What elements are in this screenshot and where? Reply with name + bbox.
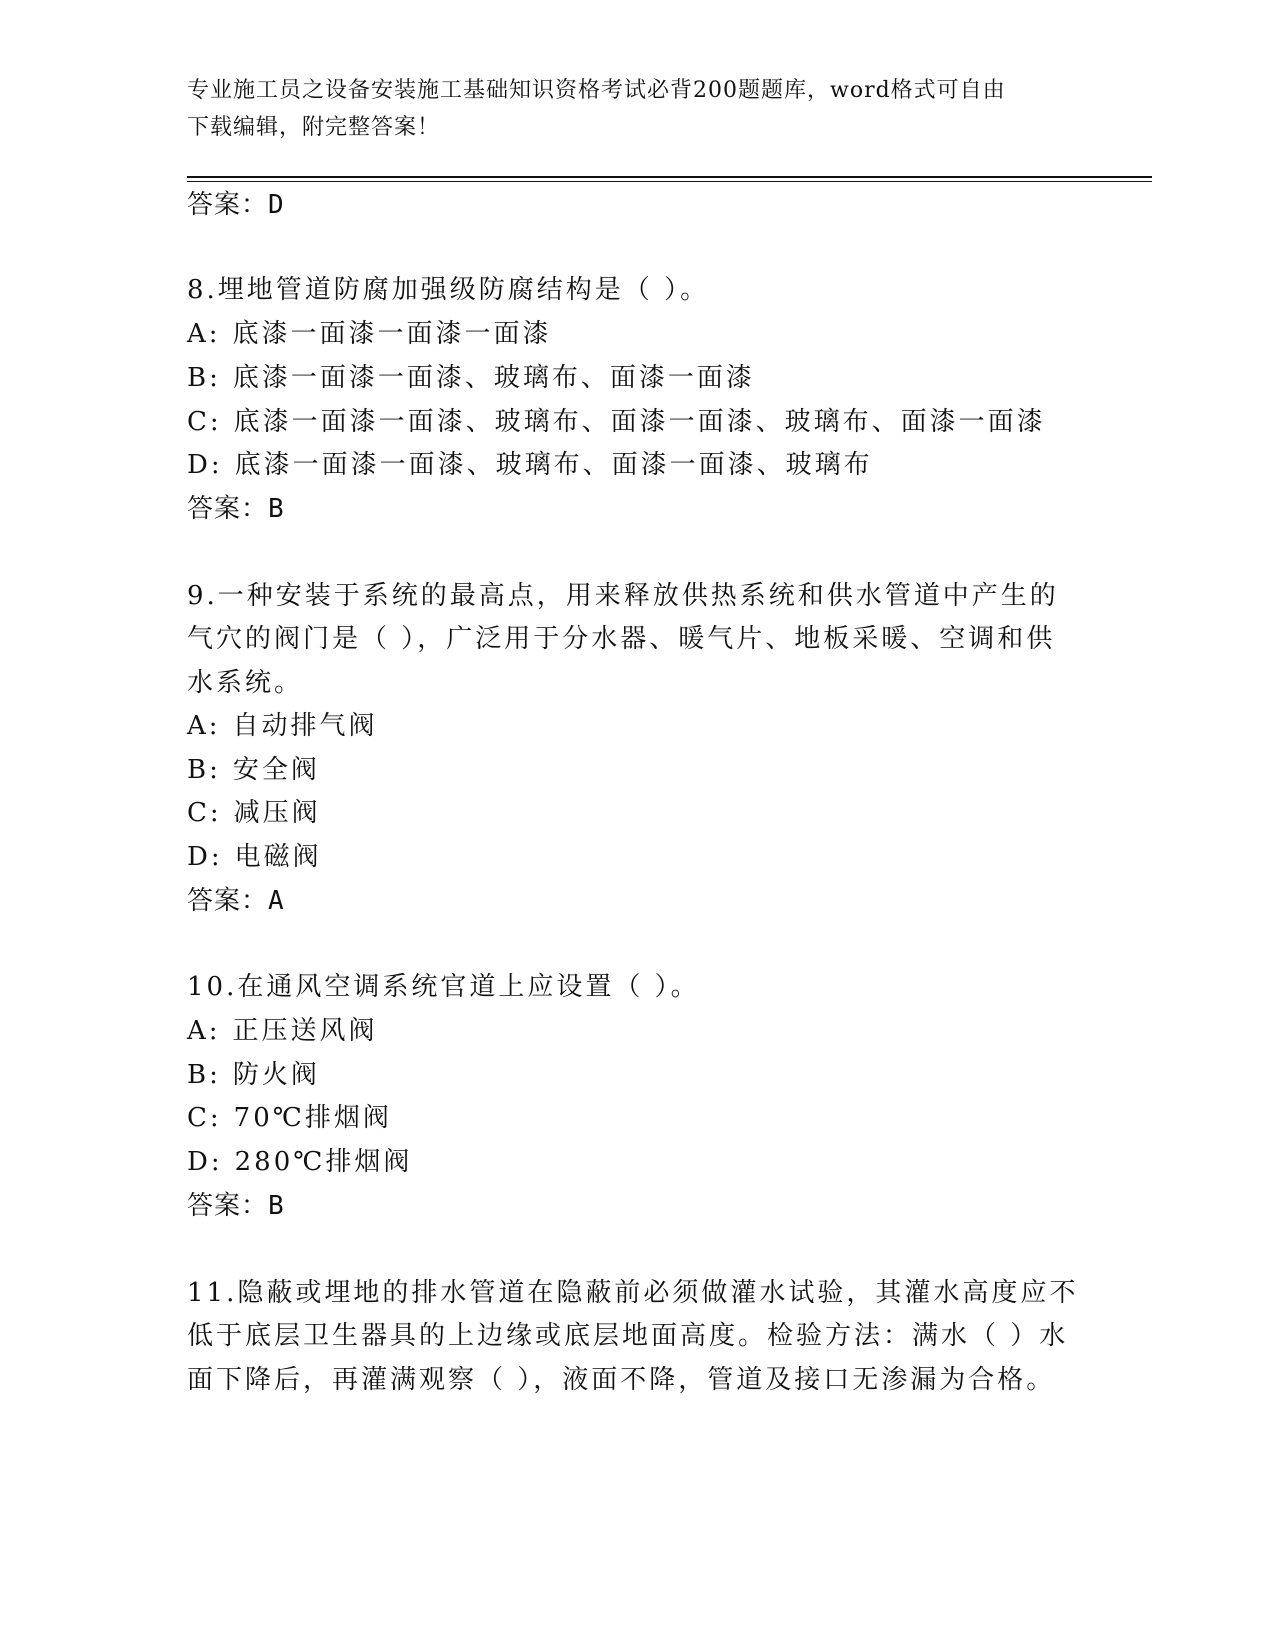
option-text: 70℃排烟阀 <box>233 1103 392 1133</box>
answer-label: 答案： <box>187 886 269 916</box>
option-text: 底漆一面漆一面漆、玻璃布、面漆一面漆、玻璃布 <box>234 450 873 480</box>
q10-option-c <box>187 1102 392 1134</box>
option-text: 安全阀 <box>232 755 320 785</box>
option-text: 防火阀 <box>232 1060 320 1090</box>
option-text: 280℃排烟阀 <box>234 1147 413 1177</box>
option-letter: C: <box>187 407 222 437</box>
q10-option-b <box>187 1059 320 1091</box>
option-text: 底漆一面漆一面漆、玻璃布、面漆一面漆 <box>232 363 755 393</box>
q9-question-line-2: 气穴的阀门是（ ），广泛用于分水器、暖气片、地板采暖、空调和供 <box>187 624 1056 654</box>
q10-answer <box>187 1190 285 1222</box>
header-line-1: 专业施工员之设备安装施工基础知识资格考试必背200题题库，word格式可自由 <box>187 78 1006 103</box>
option-letter: A: <box>187 319 221 349</box>
option-text: 减压阀 <box>233 798 321 828</box>
option-text: 底漆一面漆一面漆一面漆 <box>232 319 552 349</box>
answer-value: A <box>268 886 285 916</box>
q8-answer <box>187 493 285 525</box>
q11-question-line-1: 11.隐蔽或埋地的排水管道在隐蔽前必须做灌水试验，其灌水高度应不 <box>187 1278 1079 1308</box>
option-letter: A: <box>187 711 221 741</box>
q10-option-d <box>187 1146 412 1178</box>
q8-option-a <box>187 318 552 350</box>
q10-question: 10.在通风空调系统官道上应设置（ ）。 <box>187 972 700 1002</box>
option-text: 自动排气阀 <box>232 711 378 741</box>
q9-option-d <box>187 841 322 873</box>
answer-label: 答案： <box>187 1191 269 1221</box>
header-line-2: 下载编辑，附完整答案！ <box>187 115 441 140</box>
page-header <box>187 72 1067 146</box>
q10-option-a <box>187 1015 378 1047</box>
answer-value: B <box>268 494 285 524</box>
q9-answer <box>187 885 285 917</box>
q9-option-c <box>187 797 321 829</box>
q8-question: 8.埋地管道防腐加强级防腐结构是（ ）。 <box>187 275 710 305</box>
q9-option-a <box>187 710 378 742</box>
option-letter: C: <box>187 798 222 828</box>
option-letter: B: <box>187 1060 221 1090</box>
option-letter: D: <box>187 1147 223 1177</box>
option-text: 底漆一面漆一面漆、玻璃布、面漆一面漆、玻璃布、面漆一面漆 <box>233 407 1046 437</box>
q8-option-c <box>187 406 1046 438</box>
q8-option-d <box>187 449 873 481</box>
option-letter: D: <box>187 842 223 872</box>
q7-answer <box>187 189 285 221</box>
q11-question-line-3: 面下降后，再灌满观察（ ），液面不降，管道及接口无渗漏为合格。 <box>187 1365 1056 1395</box>
option-letter: C: <box>187 1103 222 1133</box>
answer-label: 答案： <box>187 190 269 220</box>
option-text: 正压送风阀 <box>232 1016 378 1046</box>
q9-option-b <box>187 754 320 786</box>
option-letter: B: <box>187 755 221 785</box>
option-letter: B: <box>187 363 221 393</box>
answer-value: D <box>268 190 285 220</box>
option-text: 电磁阀 <box>234 842 322 872</box>
option-letter: D: <box>187 450 223 480</box>
answer-label: 答案： <box>187 494 269 524</box>
q9-question-line-3: 水系统。 <box>187 668 304 698</box>
q8-option-b <box>187 362 755 394</box>
answer-value: B <box>268 1191 285 1221</box>
header-divider-thin <box>187 181 1152 182</box>
header-divider-thick <box>187 176 1152 178</box>
q9-question-line-1: 9.一种安装于系统的最高点，用来释放供热系统和供水管道中产生的 <box>187 581 1059 611</box>
option-letter: A: <box>187 1016 221 1046</box>
q11-question-line-2: 低于底层卫生器具的上边缘或底层地面高度。检验方法：满水（ ）水 <box>187 1321 1069 1351</box>
